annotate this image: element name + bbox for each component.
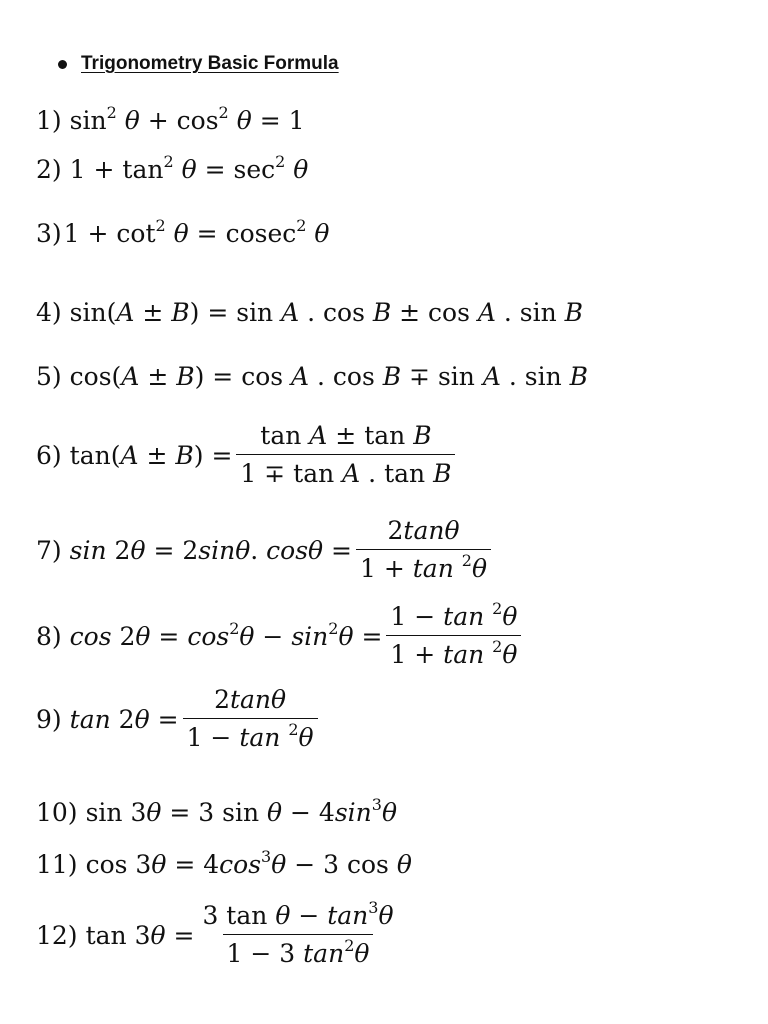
formula-lhs: sin 2θ = 2sinθ. cosθ = bbox=[69, 535, 353, 565]
formula-12 bbox=[36, 898, 402, 969]
formula-expression: $\sin^2 \theta + \cos^2 \theta = 1$ bbox=[69, 103, 305, 135]
formula-2 bbox=[36, 152, 309, 184]
fraction-numerator: 1 − tan $^2$θ bbox=[390, 599, 518, 631]
formula-number: 5) bbox=[36, 362, 62, 391]
fraction-denominator: 1 + tan $^2$θ bbox=[356, 549, 491, 584]
fraction bbox=[236, 422, 455, 489]
formula-expression: cos(A ± B) = cos A . cos B ∓ sin A . sin B bbox=[69, 362, 589, 391]
formula-expression: $\cos 3\theta = 4\cos^3\theta - 3$ cos θ bbox=[85, 847, 412, 879]
formula-number: 1) bbox=[36, 106, 62, 135]
formula-lhs: tan 3θ = bbox=[85, 920, 195, 950]
formula-number: 6) bbox=[36, 440, 62, 470]
formula-number: 12) bbox=[36, 920, 78, 950]
formula-expression: sin(A ± B) = sin A . cos B ± cos A . sin B bbox=[69, 298, 584, 327]
fraction bbox=[386, 599, 521, 670]
formula-expression: sin 3θ = 3 $\sin \theta - 4\sin^3\theta$ bbox=[85, 795, 397, 827]
formula-number: 7) bbox=[36, 535, 62, 565]
document-heading bbox=[58, 50, 339, 78]
fraction bbox=[183, 686, 318, 753]
fraction-numerator: 2tanθ bbox=[387, 516, 460, 545]
formula-number: 4) bbox=[36, 298, 62, 327]
fraction-denominator: 1 − 3 $\tan^2\theta$ bbox=[223, 934, 374, 969]
formula-4 bbox=[36, 300, 583, 325]
formula-number: 3) bbox=[36, 219, 62, 248]
formula-number: 11) bbox=[36, 850, 78, 879]
fraction-numerator: 3 $\tan \theta - \tan^3\theta$ bbox=[202, 898, 394, 930]
fraction-denominator: 1 + tan $^2$θ bbox=[386, 635, 521, 670]
formula-number: 10) bbox=[36, 798, 78, 827]
formula-lhs: tan 2θ = bbox=[69, 704, 179, 734]
heading-text: Trigonometry Basic Formula bbox=[81, 53, 339, 74]
fraction-denominator: 1 ∓ tan A . tan B bbox=[236, 454, 455, 489]
formula-number: 2) bbox=[36, 155, 62, 184]
formula-3 bbox=[36, 216, 330, 248]
formula-lhs: tan(A ± B) = bbox=[69, 440, 233, 470]
fraction bbox=[356, 517, 491, 584]
fraction-numerator: 2tanθ bbox=[214, 685, 287, 714]
formula-10 bbox=[36, 795, 397, 827]
fraction bbox=[198, 898, 397, 969]
bullet-icon bbox=[58, 60, 67, 69]
formula-expression: $1 + \cot^2 \theta = cosec^2$ θ bbox=[63, 216, 330, 248]
formula-number: 9) bbox=[36, 704, 62, 734]
formula-8 bbox=[36, 599, 525, 670]
formula-number: 8) bbox=[36, 621, 62, 651]
formula-7 bbox=[36, 517, 495, 584]
fraction-numerator: tan A ± tan B bbox=[260, 421, 432, 450]
formula-11 bbox=[36, 847, 412, 879]
fraction-denominator: 1 − tan $^2$θ bbox=[183, 718, 318, 753]
formula-9 bbox=[36, 686, 322, 753]
formula-5 bbox=[36, 364, 588, 389]
formula-lhs: $\cos 2\theta = \cos^2\theta - \sin^2\theta$ = bbox=[69, 618, 383, 651]
formula-expression: $1 + \tan^2 \theta = \sec^2 \theta$ bbox=[69, 152, 309, 184]
formula-6 bbox=[36, 422, 459, 489]
formula-1 bbox=[36, 103, 305, 135]
